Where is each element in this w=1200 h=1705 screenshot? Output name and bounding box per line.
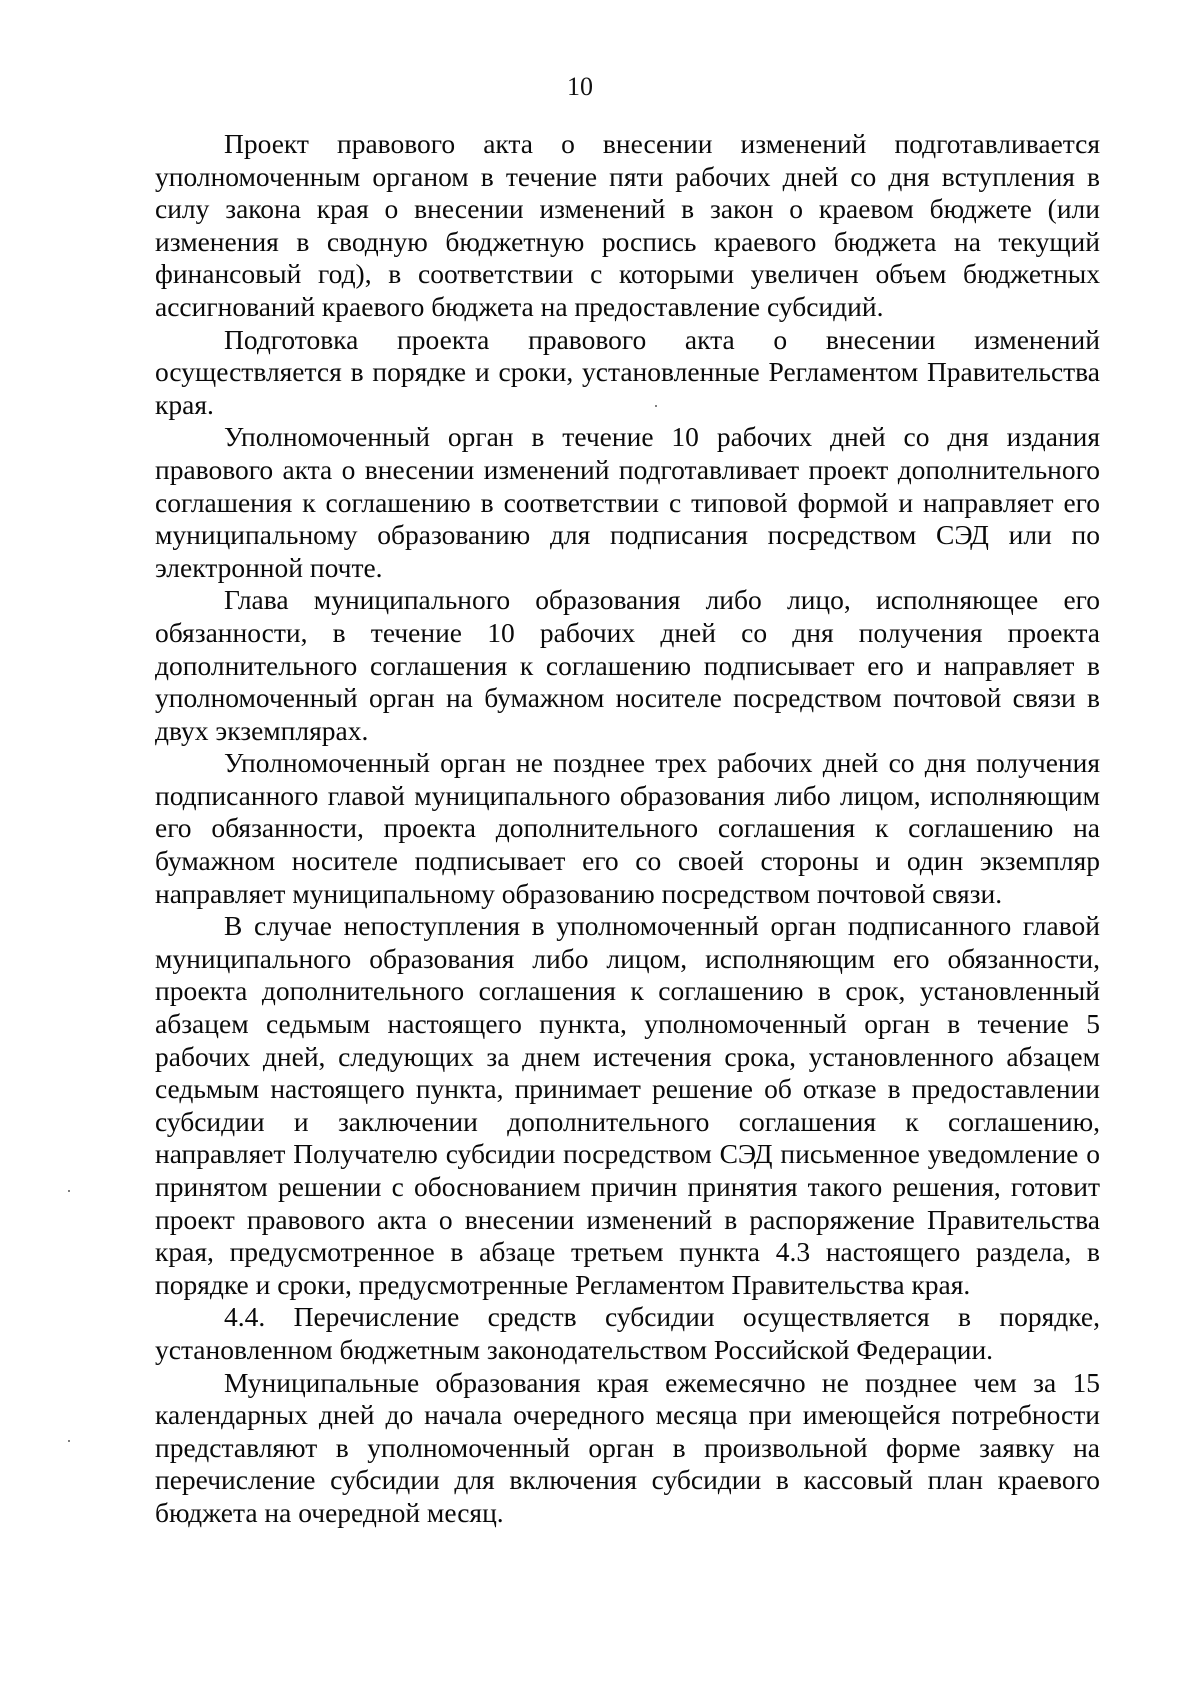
paragraph-head-signing: Глава муниципального образования либо лицо, исполняющее его обязанности, в течение 10 рабочих дней со дня получения проекта дополнительного соглашения к соглашению подписывает его и направляет в уполномоченный орган на бумажном носителе посредством почтовой связи в двух экземплярах. — [155, 584, 1100, 746]
page-number: 10 — [567, 72, 593, 101]
scan-speck — [655, 405, 657, 407]
scan-speck — [68, 1440, 70, 1442]
paragraph-section-4-4: 4.4. Перечисление средств субсидии осуществляется в порядке, установленном бюджетным законодательством Российской Федерации. — [155, 1301, 1100, 1365]
paragraph-monthly-application: Муниципальные образования края ежемесячно не позднее чем за 15 календарных дней до начала очередного месяца при имеющейся потребности представляют в уполномоченный орган в произвольной форме заявку на перечисление субсидии для включения субсидии в кассовый план краевого бюджета на очередной месяц. — [155, 1366, 1100, 1528]
paragraph-non-receipt-case: В случае непоступления в уполномоченный орган подписанного главой муниципального образования либо лицом, исполняющим его обязанности, проекта дополнительного соглашения к соглашению в срок, установленный абзацем седьмым настоящего пункта, уполномоченный орган в течение 5 рабочих дней, следующих за днем истечения срока, установленного абзацем седьмым настоящего пункта, принимает решение об отказе в предоставлении субсидии и заключении дополнительного соглашения к соглашению, направляет Получателю субсидии посредством СЭД письменное уведомление о принятом решении с обоснованием причин принятия такого решения, готовит проект правового акта о внесении изменений в распоряжение Правительства края, предусмотренное в абзаце третьем пункта 4.3 настоящего раздела, в порядке и сроки, предусмотренные Регламентом Правительства края. — [155, 910, 1100, 1300]
paragraph-preparation-procedure: Подготовка проекта правового акта о внесении изменений осуществляется в порядке и сроки, установленные Регламентом Правительства края. — [155, 323, 1100, 420]
document-body — [155, 128, 1100, 1530]
paragraph-draft-act-preparation: Проект правового акта о внесении изменений подготавливается уполномоченным органом в течение пяти рабочих дней со дня вступления в силу закона края о внесении изменений в закон о краевом бюджете (или изменения в сводную бюджетную роспись краевого бюджета на текущий финансовый год), в соответствии с которыми увеличен объем бюджетных ассигнований краевого бюджета на предоставление субсидий. — [155, 128, 1100, 322]
paragraph-additional-agreement-draft: Уполномоченный орган в течение 10 рабочих дней со дня издания правового акта о внесении изменений подготавливает проект дополнительного соглашения к соглашению в соответствии с типовой формой и направляет его муниципальному образованию для подписания посредством СЭД или по электронной почте. — [155, 421, 1100, 583]
paragraph-authorized-body-signing: Уполномоченный орган не позднее трех рабочих дней со дня получения подписанного главой муниципального образования либо лицом, исполняющим его обязанности, проекта дополнительного соглашения к соглашению на бумажном носителе подписывает его со своей стороны и один экземпляр направляет муниципальному образованию посредством почтовой связи. — [155, 747, 1100, 909]
scan-speck — [68, 1190, 70, 1192]
